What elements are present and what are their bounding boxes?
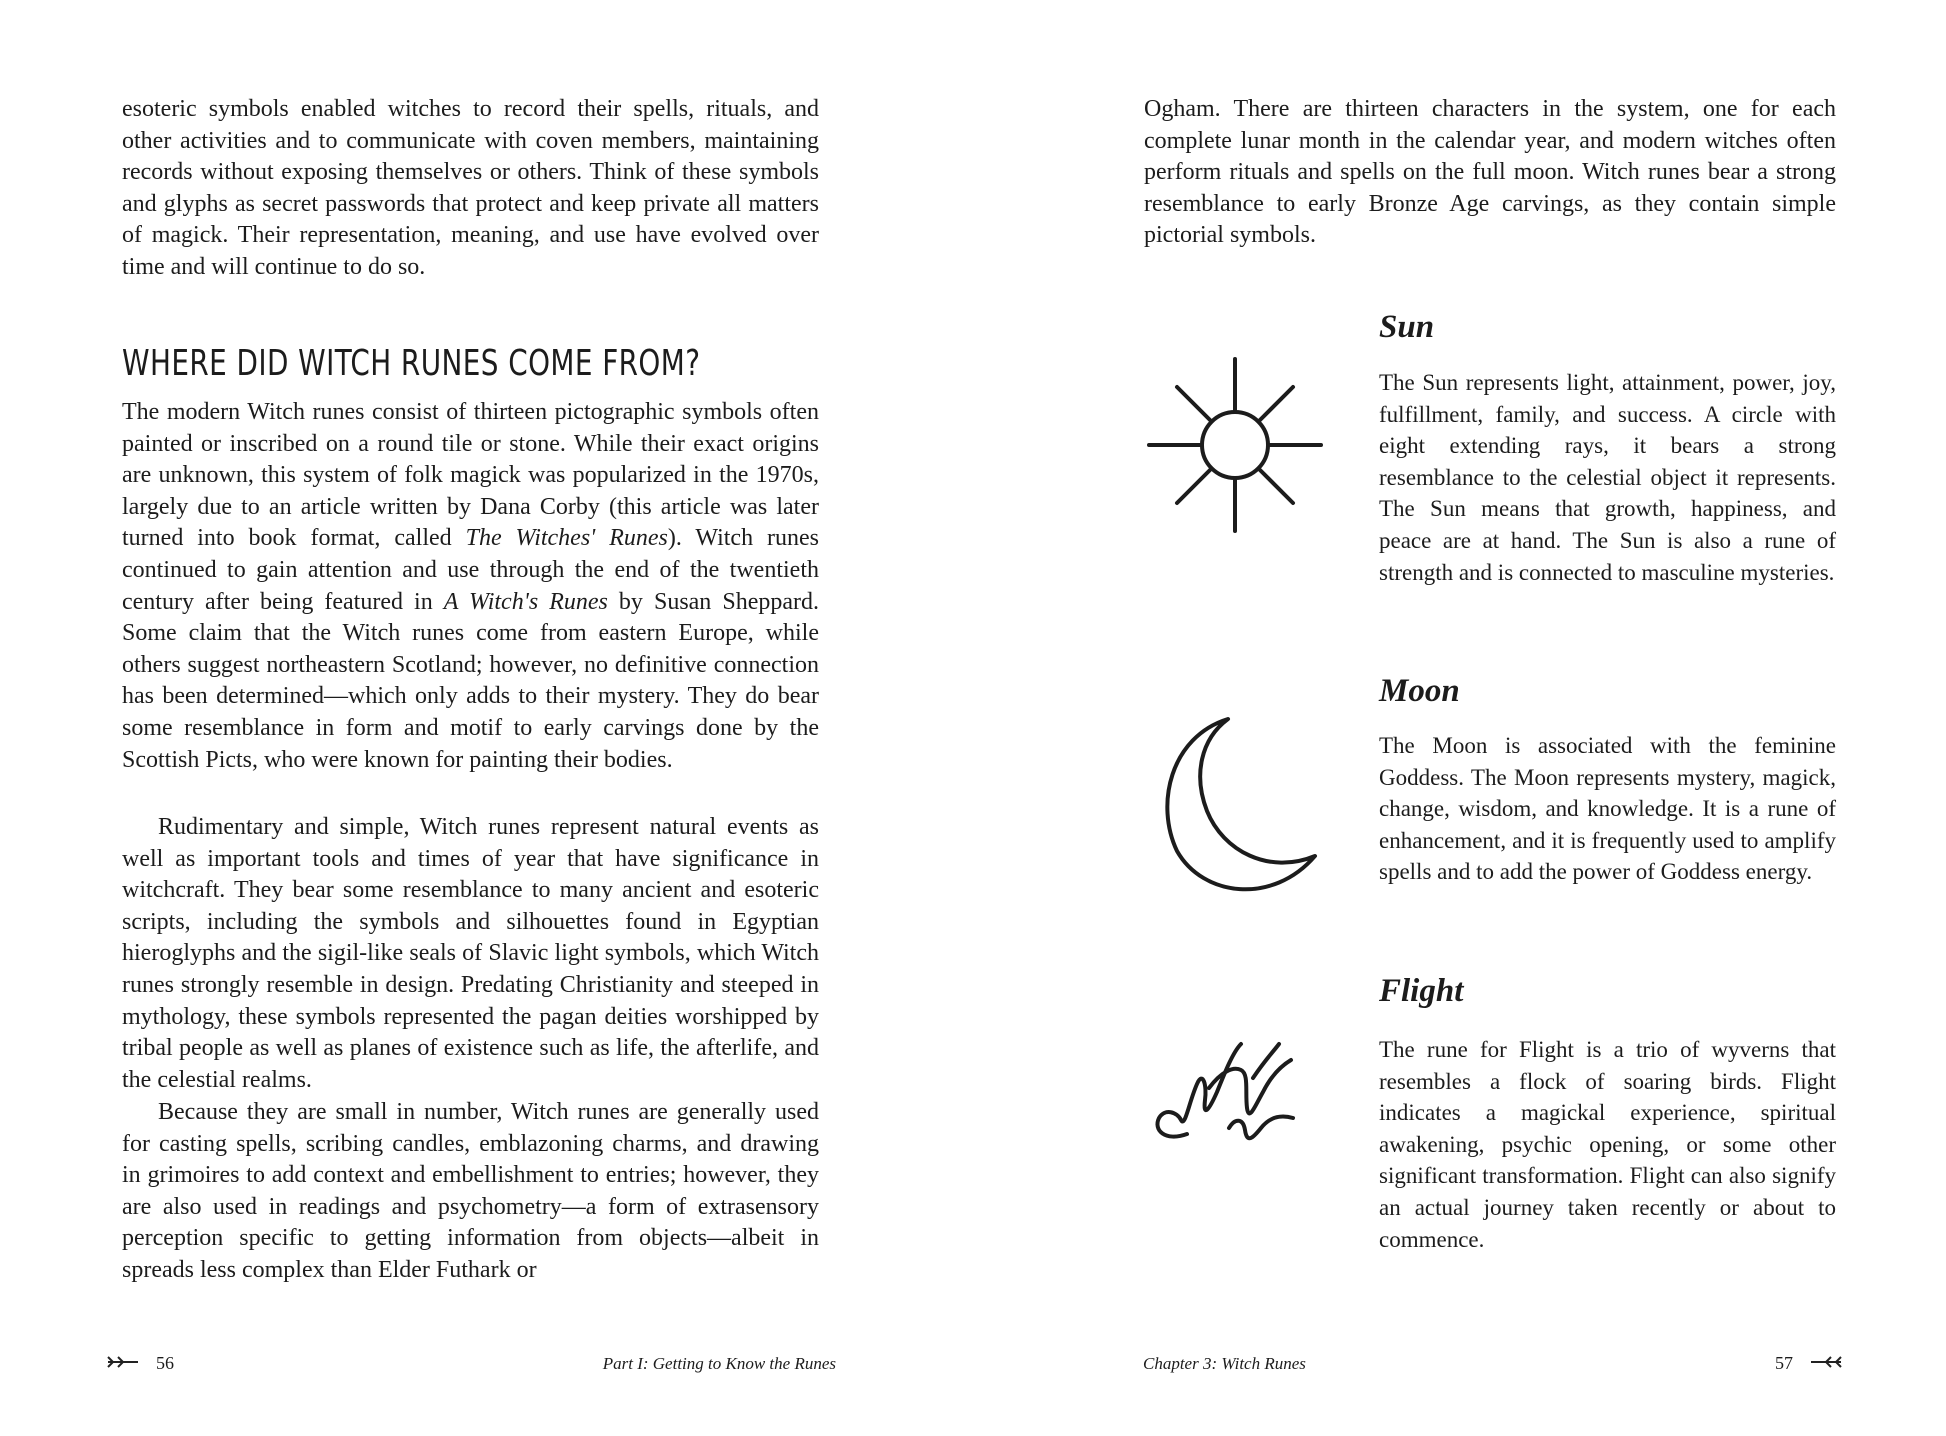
book-title-a-witchs-runes: A Witch's Runes <box>443 588 608 615</box>
moon-rune-icon <box>1155 715 1325 906</box>
flight-rune-icon <box>1145 1022 1325 1177</box>
right-intro-paragraph: Ogham. There are thirteen characters in the system, one for each complete lunar month in the calendar year, and modern witches often perform rituals and spells on the full moon. Witch runes bear a strong resemblance to early Bronze Age carvings, as they contain simple pictorial symbols. <box>1144 96 1836 249</box>
left-footer <box>106 1353 836 1374</box>
page-number-56: 56 <box>156 1353 174 1373</box>
rune-title-moon: Moon <box>1379 673 1460 709</box>
rune-title-sun: Sun <box>1379 309 1435 345</box>
left-intro-paragraph: esoteric symbols enabled witches to record their spells, rituals, and other activities and to communicate with coven members, maintaining records without exposing themselves or others. Think of these symbols and glyphs as secret passwords that protect and keep private all matters of magick. Their representation, meaning, and use have evolved over time and will continue to do so. <box>122 96 819 280</box>
para1-text-a: The modern Witch runes consist of thirteen pictographic symbols often painted or inscribed on a round tile or stone. While their exact origins are unknown, this system of folk magick was popularized in the 1970s, largely due to an article written by Dana Corby (this article was later turned into book format, called <box>122 399 819 552</box>
running-head-left: Part I: Getting to Know the Runes <box>602 1353 836 1373</box>
rune-desc-moon: The Moon is associated with the feminine Goddess. The Moon represents mystery, magick, change, wisdom, and knowledge. It is a rune of enhancement, and it is frequently used to amplify spells and to add the power of Goddess energy. <box>1379 733 1836 885</box>
rune-desc-sun: The Sun represents light, attainment, power, joy, fulfillment, family, and success. A circle with eight extending rays, it bears a strong resemblance to the celestial object it represents. The Sun means that growth, happiness, and peace are at hand. The Sun is also a rune of strength and is connected to masculine mysteries. <box>1379 370 1836 585</box>
running-head-right: Chapter 3: Witch Runes <box>1143 1353 1306 1373</box>
body-paragraph-1 <box>122 397 819 776</box>
arrow-ornament-icon <box>1809 1354 1843 1374</box>
body-paragraph-3: Because they are small in number, Witch runes are generally used for casting spells, scribing candles, emblazoning charms, and drawing in grimoires to add context and embellishment to entries; however, they are also used in readings and psychometry—a form of extrasensory perception specific to getting information from objects—albeit in spreads less complex than Elder Futhark or <box>122 1099 819 1283</box>
arrow-ornament-icon <box>106 1354 140 1374</box>
sun-rune-icon <box>1145 355 1325 540</box>
book-title-witches-runes: The Witches' Runes <box>465 525 668 552</box>
rune-title-flight: Flight <box>1379 973 1464 1009</box>
section-heading: WHERE DID WITCH RUNES COME FROM? <box>122 343 701 384</box>
rune-desc-flight: The rune for Flight is a trio of wyverns that resembles a flock of soaring birds. Flight indicates a magickal experience, spiritual awakening, psychic opening, or some other significant transformation. Flight can also signify an actual journey taken recently or about to commence. <box>1379 1037 1836 1252</box>
right-footer <box>1143 1353 1843 1374</box>
body-paragraph-2: Rudimentary and simple, Witch runes represent natural events as well as important tools and times of year that have significance in witchcraft. They bear some resemblance to many ancient and esoteric scripts, including the symbols and silhouettes found in Egyptian hieroglyphs and the sigil-like seals of Slavic light symbols, which Witch runes strongly resemble in design. Predating Christianity and steeped in mythology, these symbols represented the pagan deities worshipped by tribal people as well as planes of existence such as life, the afterlife, and the celestial realms. <box>122 814 819 1093</box>
para1-text-b: ). Witch runes continued to gain attention and use through the end of the twentieth century after being featured in <box>122 525 819 615</box>
para1-text-c: by Susan Sheppard. Some claim that the Witch runes come from eastern Europe, while others suggest northeastern Scotland; however, no definitive connection has been determined—which only adds to their mystery. They do bear some resemblance in form and motif to early carvings done by the Scottish Picts, who were known for painting their bodies. <box>122 588 819 773</box>
page-number-57: 57 <box>1775 1353 1793 1373</box>
